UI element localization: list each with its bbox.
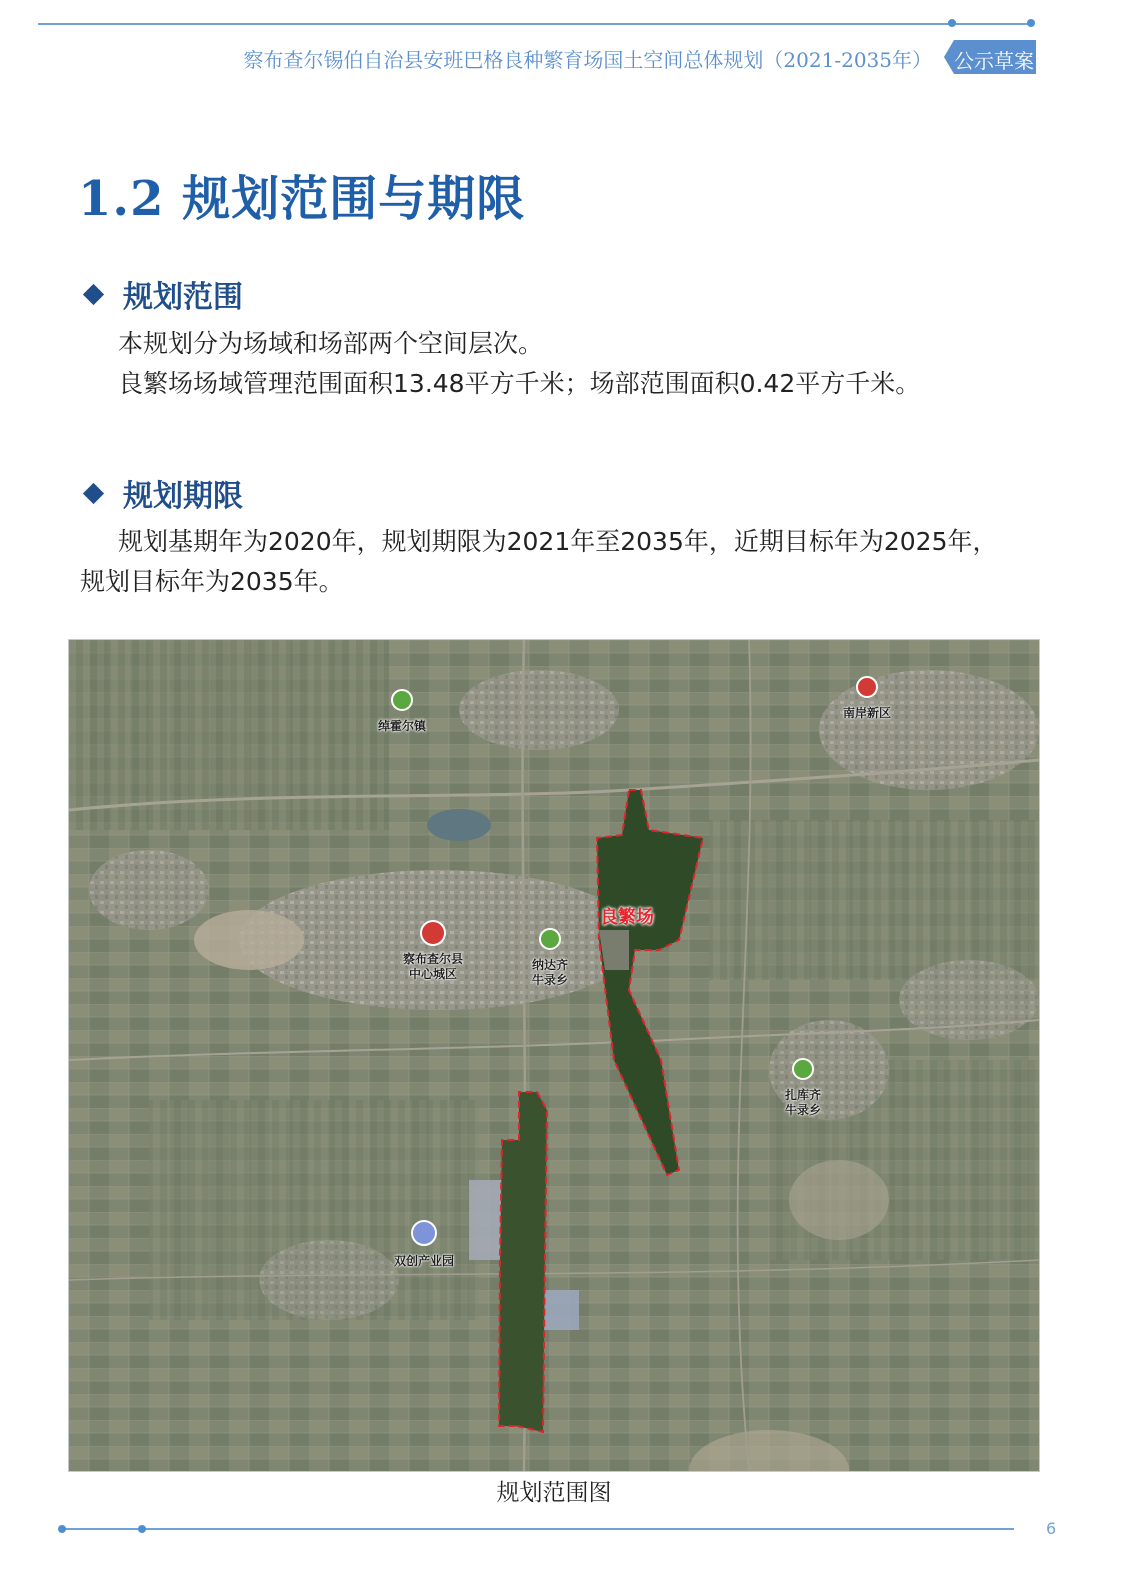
place-label-line: 牛录乡 [531, 973, 569, 987]
period-heading-text: 规划期限 [123, 479, 243, 514]
header-rule [38, 23, 1032, 25]
scope-heading-text: 规划范围 [123, 280, 243, 315]
planning-scope-map [68, 639, 1040, 1472]
place-label [785, 1088, 821, 1118]
diamond-bullet-icon [83, 483, 104, 504]
period-body [80, 522, 1040, 602]
page-number: 6 [1046, 1519, 1057, 1538]
farm-label: 良繁场 [600, 907, 654, 928]
period-paragraph-line: 规划目标年为2035年。 [80, 567, 344, 596]
scope-paragraph: 良繁场场域管理范围面积13.48平方千米；场部范围面积0.42平方千米。 [118, 369, 921, 398]
satellite-imagery [69, 640, 1039, 1471]
scope-heading [82, 272, 243, 316]
document-title: 察布查尔锡伯自治县安班巴格良种繁育场国土空间总体规划（2021-2035年） [243, 48, 932, 72]
place-label [532, 958, 568, 988]
place-label: 南岸新区 [842, 706, 892, 720]
place-label: 绰霍尔镇 [377, 719, 427, 733]
industrial-park-marker-icon [411, 1220, 437, 1246]
place-label-line: 扎库齐 [784, 1088, 822, 1102]
period-paragraph-line: 规划基期年为2020年，规划期限为2021年至2035年，近期目标年为2025年， [118, 527, 998, 556]
draft-badge [944, 40, 1036, 74]
place-label-line: 牛录乡 [784, 1103, 822, 1117]
township-marker-icon [792, 1058, 814, 1080]
footer-rule-dot [58, 1525, 66, 1533]
township-marker-icon [539, 928, 561, 950]
place-label-line: 纳达齐 [531, 958, 569, 972]
place-label [403, 952, 463, 982]
footer-rule-dot [138, 1525, 146, 1533]
draft-badge-label: 公示草案 [954, 49, 1034, 73]
town-marker-icon [391, 689, 413, 711]
section-title: 1.2 规划范围与期限 [78, 171, 526, 227]
county-center-marker-icon [420, 920, 446, 946]
footer-rule [62, 1528, 1014, 1530]
header-rule-dot [1027, 19, 1035, 27]
place-label: 双创产业园 [393, 1254, 455, 1268]
header-rule-dot [948, 19, 956, 27]
scope-paragraph: 本规划分为场域和场部两个空间层次。 [118, 329, 544, 358]
diamond-bullet-icon [83, 284, 104, 305]
period-heading [82, 471, 243, 515]
scope-body [80, 324, 1040, 404]
place-label-line: 察布查尔县 [402, 952, 464, 966]
place-label-line: 中心城区 [408, 967, 458, 981]
district-marker-icon [856, 676, 878, 698]
map-caption: 规划范围图 [496, 1480, 612, 1506]
